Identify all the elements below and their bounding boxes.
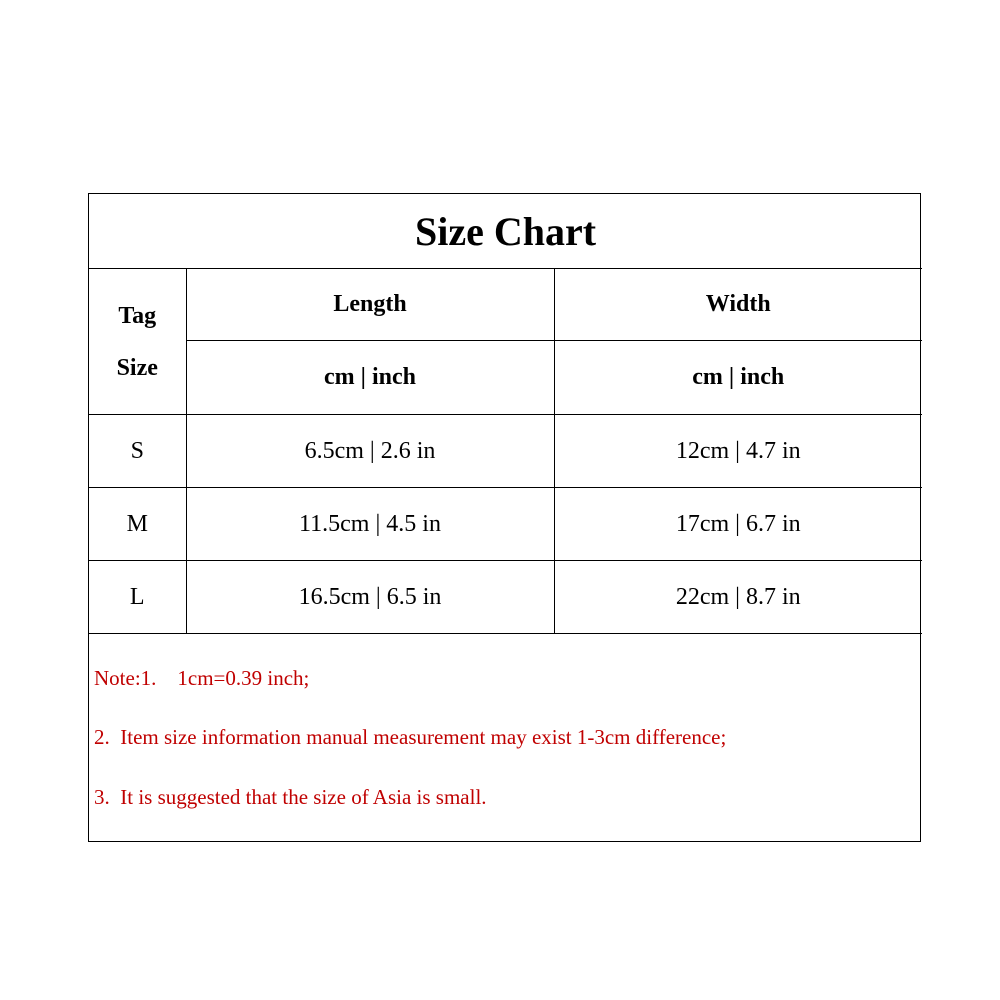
length-unit-header: cm | inch [186, 341, 554, 415]
tag-size-header-line1: Tag [118, 302, 157, 329]
width-cell: 12cm | 4.7 in [554, 415, 922, 488]
table-row [89, 488, 922, 561]
title-row [89, 194, 922, 269]
note-line: Note:1. 1cm=0.39 inch; [94, 666, 310, 690]
tag-size-header [89, 269, 186, 415]
length-cell: 16.5cm | 6.5 in [186, 561, 554, 634]
width-cell: 22cm | 8.7 in [554, 561, 922, 634]
unit-row [89, 341, 922, 415]
chart-title: Size Chart [89, 194, 922, 269]
length-header: Length [186, 269, 554, 341]
length-cell: 11.5cm | 4.5 in [186, 488, 554, 561]
width-header: Width [554, 269, 922, 341]
table-row [89, 415, 922, 488]
size-chart-sheet [88, 193, 921, 842]
table-row [89, 561, 922, 634]
header-row [89, 269, 922, 341]
tag-size-header-line2: Size [116, 354, 158, 381]
note-line: 2. Item size information manual measurement may exist 1-3cm difference; [94, 725, 727, 749]
length-cell: 6.5cm | 2.6 in [186, 415, 554, 488]
size-cell: M [89, 488, 186, 561]
notes-section [89, 636, 920, 841]
size-cell: S [89, 415, 186, 488]
size-cell: L [89, 561, 186, 634]
width-unit-header: cm | inch [554, 341, 922, 415]
width-cell: 17cm | 6.7 in [554, 488, 922, 561]
size-chart-table [89, 194, 922, 634]
note-line: 3. It is suggested that the size of Asia is small. [94, 785, 487, 809]
